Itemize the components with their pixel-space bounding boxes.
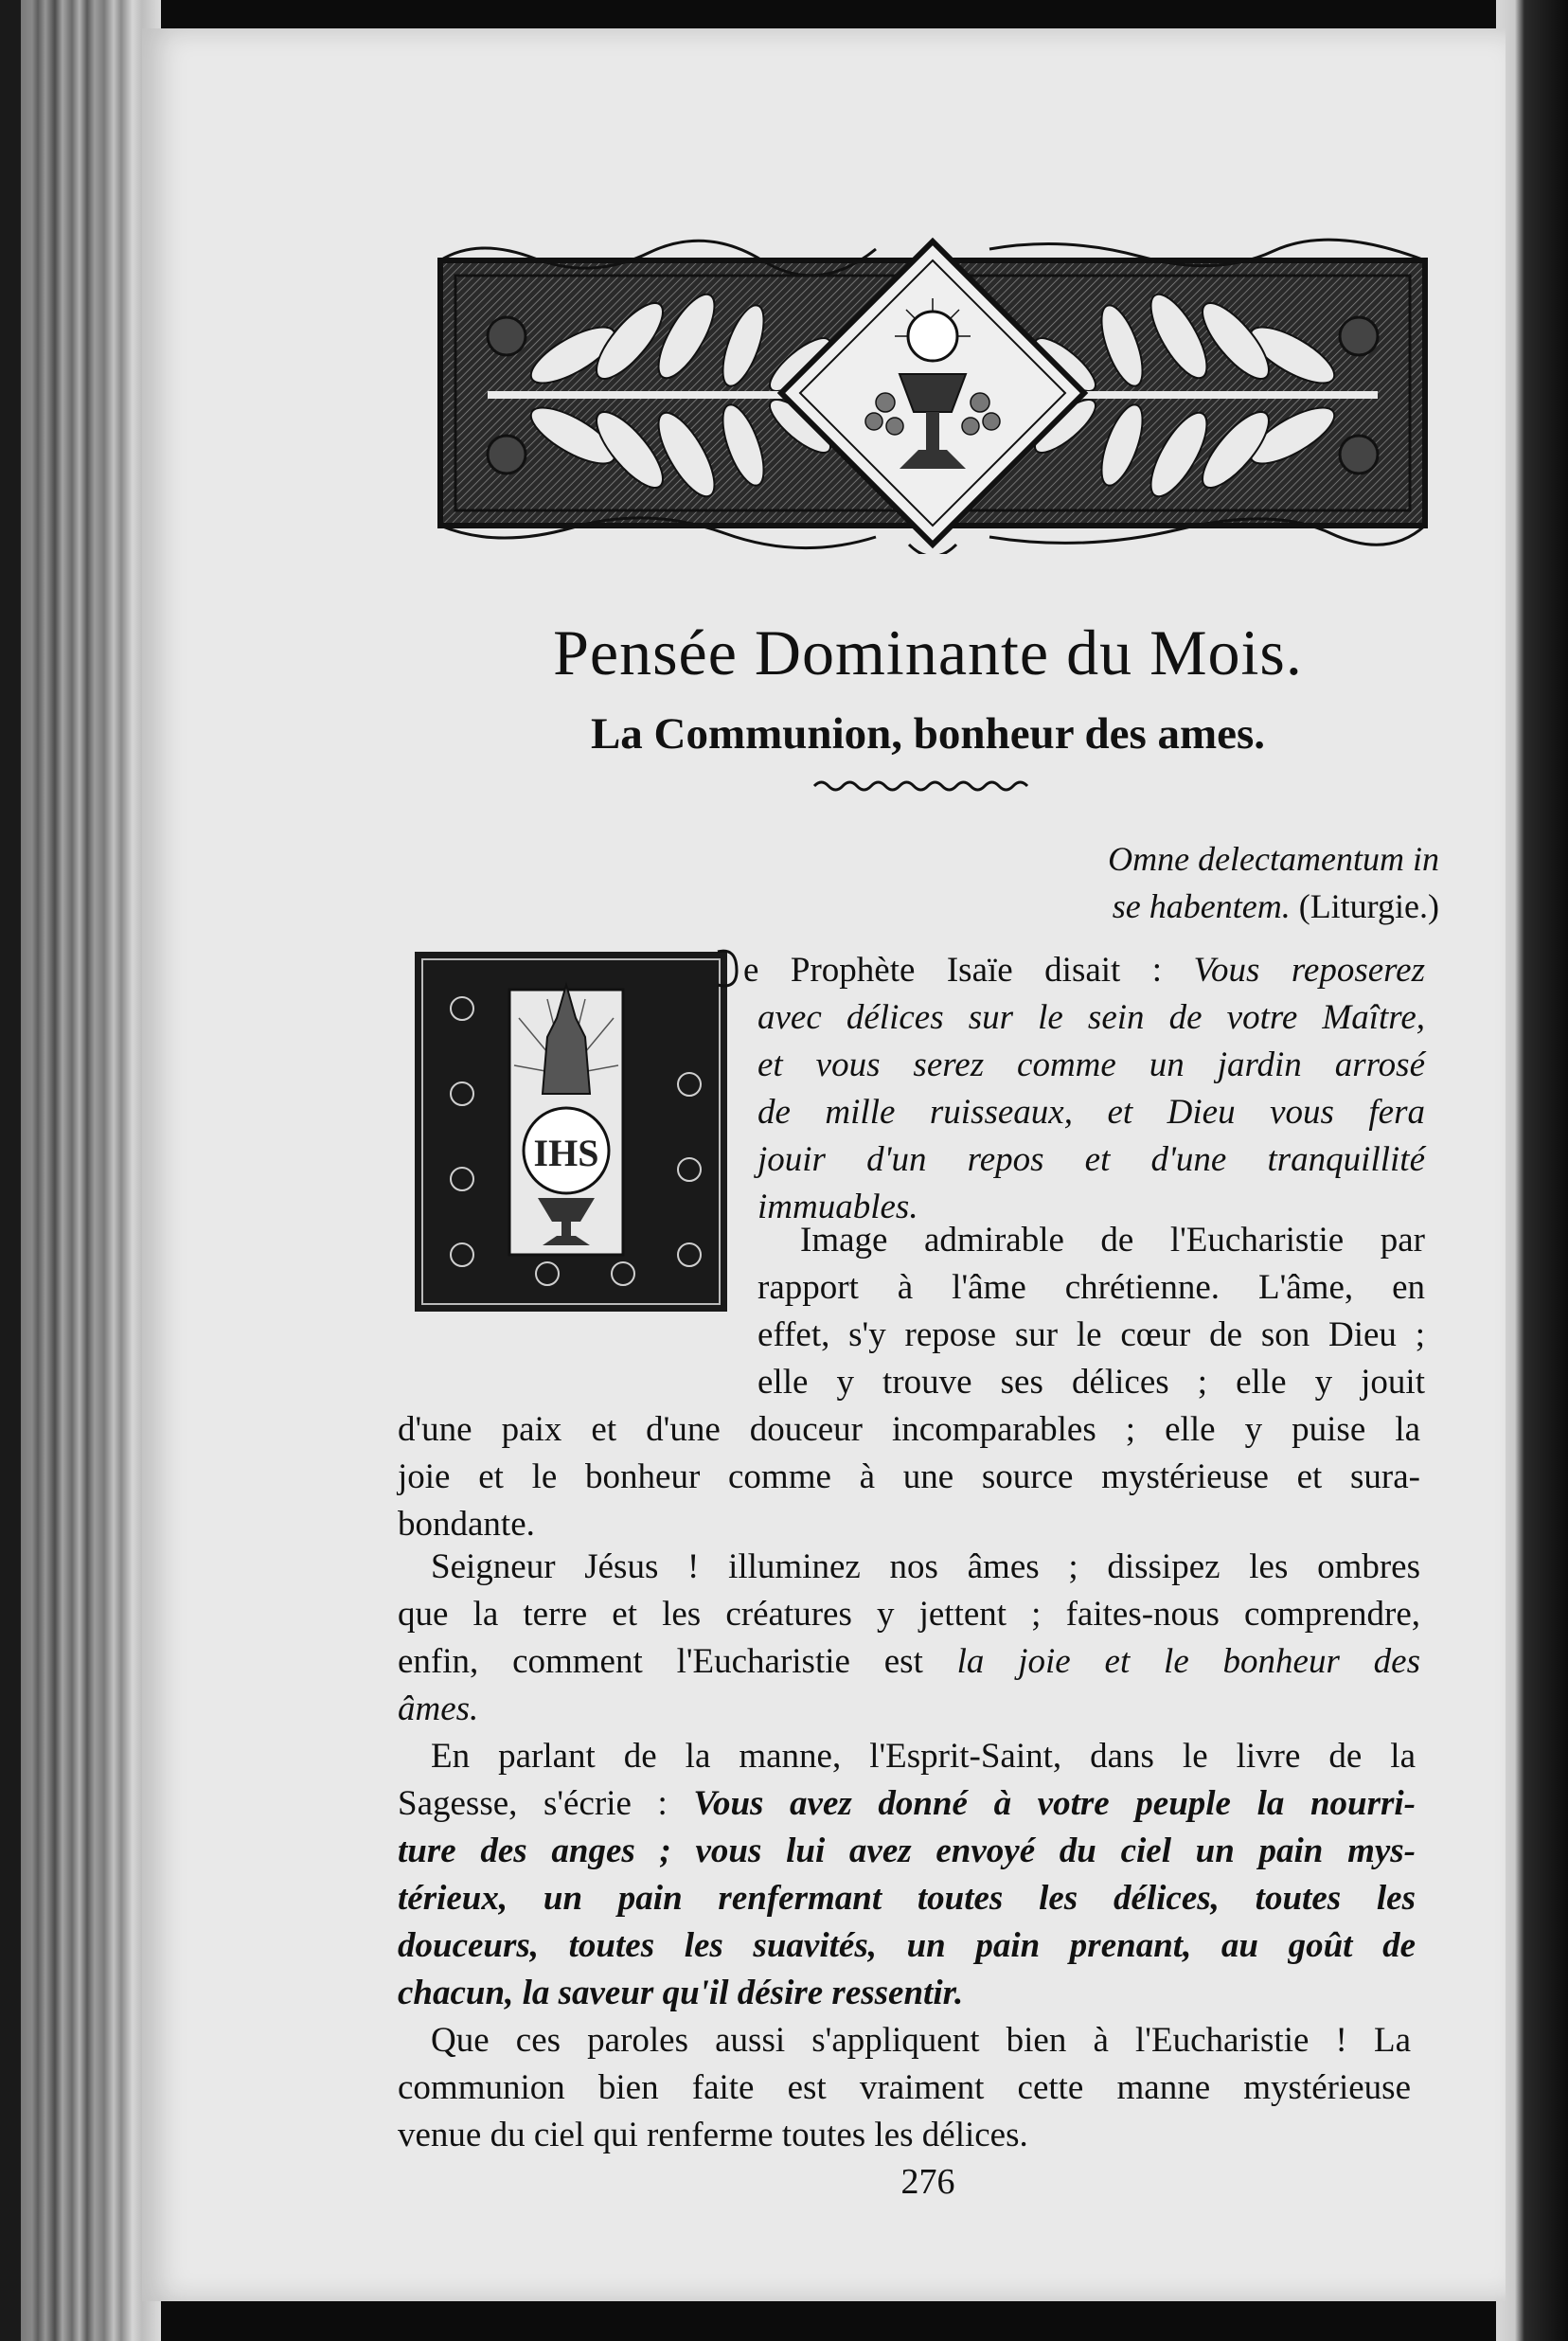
text-run: e Prophète Isaïe disait : (743, 951, 1194, 990)
text-run: Sagesse, s'écrie : (398, 1784, 694, 1823)
illuminated-drop-cap (405, 933, 741, 1331)
text-run: et vous serez comme un jardin arrosé (757, 1045, 1425, 1084)
text-run: joie et le bonheur comme à une source mystérieuse et sura- (398, 1457, 1420, 1496)
text-run: En parlant de la manne, l'Esprit-Saint, dans le livre de la (431, 1737, 1416, 1776)
text-line (757, 1089, 1425, 1136)
text-line (800, 1217, 1425, 1264)
ornamental-header-banner (421, 232, 1444, 554)
decorative-rule (810, 772, 1037, 800)
text-line (398, 1501, 1420, 1548)
text-run: de mille ruisseaux, et Dieu vous fera (757, 1093, 1425, 1132)
epigraph-quote: se habentem. (1112, 887, 1291, 925)
text-line (398, 1970, 1416, 2017)
text-run: Vous reposerez (1193, 951, 1426, 990)
text-line (398, 1780, 1416, 1828)
text-line (398, 2064, 1411, 2112)
text-run: Vous avez donné à votre peuple la nourri- (693, 1784, 1417, 1823)
text-line (757, 1359, 1425, 1406)
text-line (757, 1312, 1425, 1359)
page-subheading: La Communion, bonheur des ames. (590, 709, 1266, 759)
text-run: la joie et le bonheur des (956, 1642, 1420, 1681)
page-number: 276 (900, 2162, 955, 2202)
text-run: que la terre et les créatures y jettent ; faites-nous comprendre, (398, 1595, 1420, 1634)
text-line (431, 1733, 1416, 1780)
text-run: d'une paix et d'une douceur incomparables ; elle y puise la (398, 1410, 1420, 1449)
text-run: rapport à l'âme chrétienne. L'âme, en (757, 1268, 1425, 1307)
text-line (398, 1591, 1420, 1638)
epigraph (985, 835, 1439, 930)
text-run: Seigneur Jésus ! illuminez nos âmes ; dissipez les ombres (431, 1547, 1420, 1586)
text-run: enfin, comment l'Eucharistie est (398, 1642, 957, 1681)
text-line (398, 1828, 1416, 1875)
text-run: Image admirable de l'Eucharistie par (800, 1221, 1425, 1260)
text-run: térieux, un pain renfermant toutes les délices, toutes les (398, 1879, 1416, 1918)
facing-page-edge (1496, 0, 1568, 2341)
text-run: jouir d'un repos et d'une tranquillité (757, 1140, 1425, 1179)
text-run: âmes. (398, 1689, 479, 1728)
text-line (757, 1042, 1425, 1089)
text-run: communion bien faite est vraiment cette manne mystérieuse (398, 2068, 1411, 2107)
text-run: avec délices sur le sein de votre Maître, (757, 998, 1425, 1037)
text-line (431, 2017, 1411, 2064)
book-page-edges (0, 0, 161, 2341)
svg-text:IHS: IHS (533, 1132, 599, 1174)
page-heading: Pensée Dominante du Mois. (553, 617, 1303, 688)
epigraph-line-2 (985, 883, 1439, 930)
epigraph-source: (Liturgie.) (1290, 887, 1439, 925)
text-line (431, 1544, 1420, 1591)
text-line (398, 1875, 1416, 1922)
text-run: elle y trouve ses délices ; elle y jouit (757, 1363, 1425, 1402)
text-run: venue du ciel qui renferme toutes les délices. (398, 2116, 1028, 2154)
text-run: effet, s'y repose sur le cœur de son Dieu ; (757, 1315, 1425, 1354)
text-run: douceurs, toutes les suavités, un pain prenant, au goût de (398, 1926, 1416, 1965)
text-run: chacun, la saveur qu'il désire ressentir. (398, 1974, 964, 2012)
text-line (743, 947, 1425, 994)
text-line (398, 2112, 1411, 2159)
text-line (398, 1406, 1420, 1454)
text-run: ture des anges ; vous lui avez envoyé du ciel un pain mys- (398, 1832, 1416, 1870)
text-line (398, 1454, 1420, 1501)
text-run: immuables. (757, 1188, 918, 1226)
text-line (757, 1264, 1425, 1312)
text-line (398, 1922, 1416, 1970)
text-line (398, 1686, 1420, 1733)
epigraph-line-1: Omne delectamentum in (1108, 840, 1439, 878)
text-line (757, 1136, 1425, 1184)
text-line (398, 1638, 1420, 1686)
text-line (757, 994, 1425, 1042)
text-run: bondante. (398, 1505, 535, 1544)
text-run: Que ces paroles aussi s'appliquent bien à l'Eucharistie ! La (431, 2021, 1411, 2060)
